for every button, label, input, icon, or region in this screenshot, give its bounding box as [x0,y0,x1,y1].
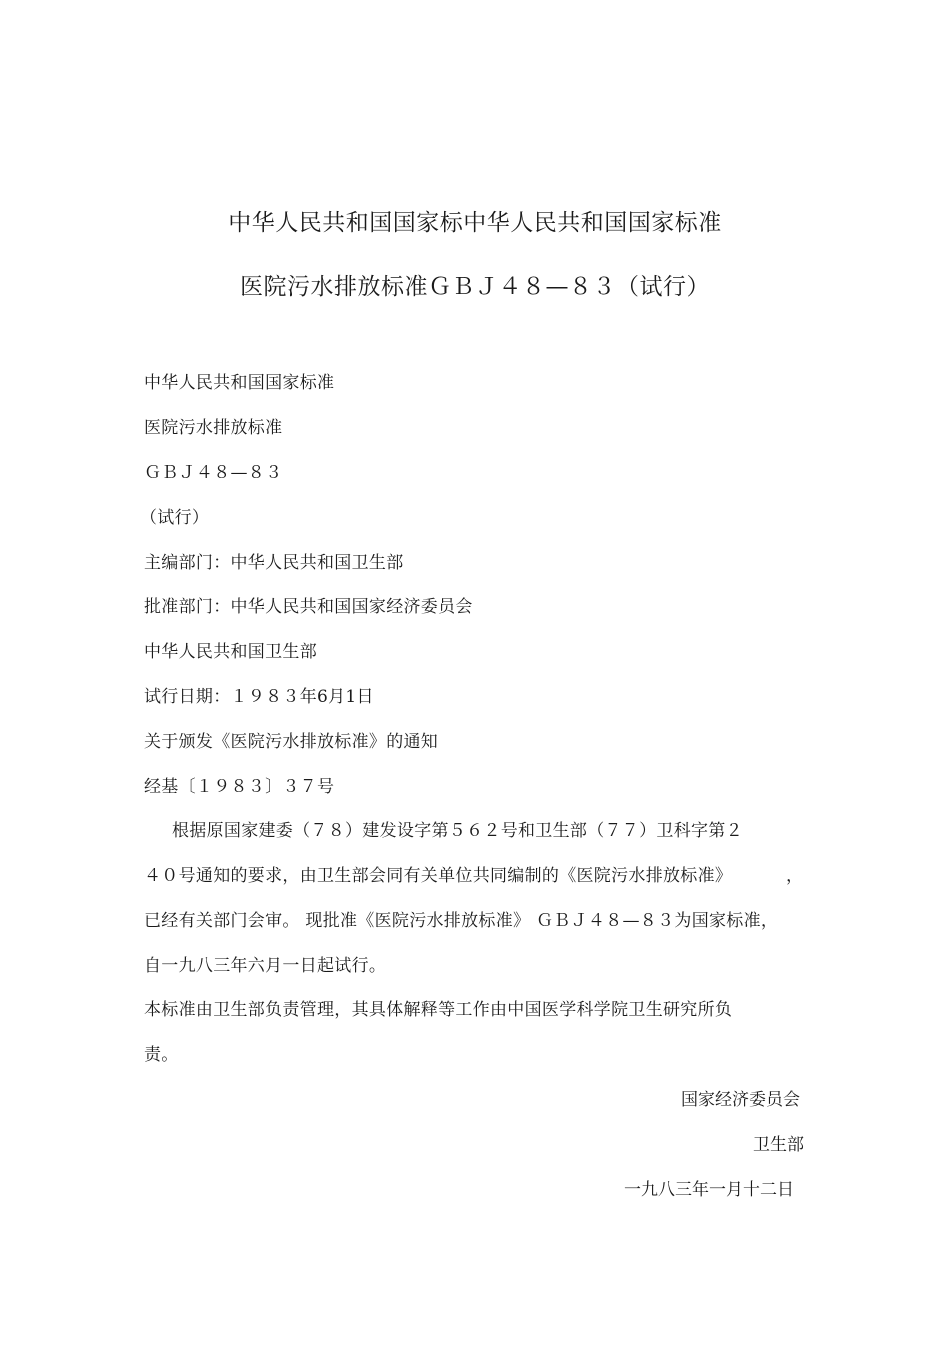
body-paragraph-2-line-2: 责。 [144,1045,179,1065]
body-paragraph-1-line-1: 根据原国家建委（７８）建发设字第５６２号和卫生部（７７）卫科字第２ [172,821,743,841]
body-paragraph-1-line-2-tail: ， [786,866,804,886]
body-paragraph-1-line-3: 已经有关部门会审。 现批准《医院污水排放标准》 ＧＢＪ４８—８３为国家标准， [144,911,779,931]
body-paragraph-1-line-2: ４０号通知的要求，由卫生部会同有关单位共同编制的《医院污水排放标准》 [144,866,733,886]
header-line-trial-date: 试行日期：１９８３年6月1日 [144,687,374,707]
header-line-code: ＧＢＪ４８—８３ [144,463,283,483]
header-line-standard: 中华人民共和国国家标准 [144,373,335,393]
signature-ministry-of-health: 卫生部 [753,1135,804,1155]
notice-title: 关于颁发《医院污水排放标准》的通知 [144,732,439,752]
body-paragraph-1-line-4: 自一九八三年六月一日起试行。 [144,956,387,976]
notice-number: 经基〔１９８３〕３７号 [144,777,335,797]
document-title: 中华人民共和国国家标中华人民共和国国家标准 [228,210,722,236]
document-subtitle: 医院污水排放标准ＧＢＪ４８—８３（试行） [240,274,710,300]
header-line-approver: 批准部门：中华人民共和国国家经济委员会 [144,597,473,617]
signature-economic-commission: 国家经济委员会 [681,1090,800,1110]
body-paragraph-2-line-1: 本标准由卫生部负责管理，其具体解释等工作由中国医学科学院卫生研究所负 [144,1000,733,1020]
signature-date: 一九八三年一月十二日 [624,1180,794,1200]
header-line-ministry: 中华人民共和国卫生部 [144,642,317,662]
header-line-trial: （试行） [140,508,210,528]
header-line-name: 医院污水排放标准 [144,418,283,438]
header-line-editor: 主编部门：中华人民共和国卫生部 [144,553,404,573]
